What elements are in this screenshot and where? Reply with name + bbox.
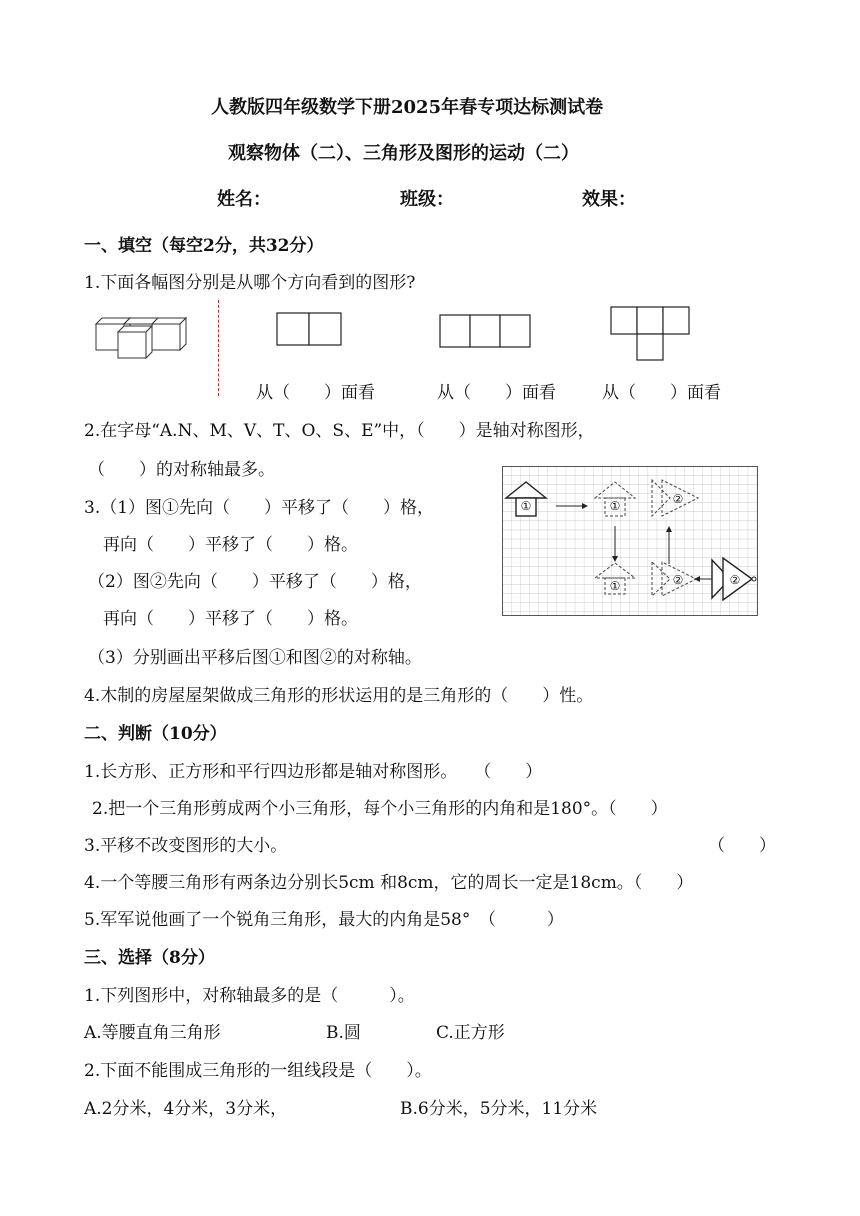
choice-q1-option-b: B.圆	[326, 1023, 361, 1043]
section-heading-judge: 二、判断（10分）	[84, 724, 227, 744]
shape-1-final-label: ①	[609, 579, 621, 593]
class-label: 班级：	[400, 189, 454, 210]
translation-grid-figure	[502, 466, 758, 616]
shape-2-mid-label: ②	[672, 573, 684, 587]
question-4-text: 4.木制的房屋屋架做成三角形的形状运用的是三角形的（ ）性。	[84, 686, 594, 706]
judge-item-2: 2.把一个三角形剪成两个小三角形，每个小三角形的内角和是180°。（ ）	[92, 799, 668, 819]
view-t-shape	[610, 306, 690, 362]
choice-q1-option-c: C.正方形	[436, 1023, 505, 1043]
choice-q1-option-a: A.等腰直角三角形	[84, 1023, 221, 1043]
question-3-line-5: （3）分别画出平移后图①和图②的对称轴。	[88, 648, 422, 668]
judge-item-3-paren: （ ）	[708, 836, 776, 856]
q1-answer-3: 从（ ）面看	[602, 383, 721, 403]
judge-item-1: 1.长方形、正方形和平行四边形都是轴对称图形。 （ ）	[84, 762, 543, 782]
question-2-line-1: 2.在字母“A.N、M、V、T、O、S、E”中，（ ）是轴对称图形，	[84, 421, 595, 441]
shape-1-label: ①	[520, 499, 532, 513]
question-3-line-4: 再向（ ）平移了（ ）格。	[103, 609, 358, 629]
divider-line	[218, 300, 219, 396]
page-title: 人教版四年级数学下册2025年春专项达标测试卷	[211, 97, 604, 118]
question-1-text: 1.下面各幅图分别是从哪个方向看到的图形?	[84, 273, 416, 293]
question-2-line-2: （ ）的对称轴最多。	[88, 460, 275, 480]
name-label: 姓名：	[217, 189, 271, 210]
shape-2-top-label: ②	[672, 492, 684, 506]
question-3-line-3: （2）图②先向（ ）平移了（ ）格，	[88, 572, 422, 592]
view-three-squares	[439, 314, 533, 350]
judge-item-3: 3.平移不改变图形的大小。	[84, 836, 288, 856]
question-3-line-2: 再向（ ）平移了（ ）格。	[103, 535, 358, 555]
page-subtitle: 观察物体（二）、三角形及图形的运动（二）	[228, 143, 579, 164]
shape-1-moved-label: ①	[609, 499, 621, 513]
section-heading-fill-in: 一、填空（每空2分，共32分）	[84, 236, 324, 256]
choice-question-1: 1.下列图形中，对称轴最多的是（ ）。	[84, 986, 415, 1006]
judge-item-5: 5.军军说他画了一个锐角三角形，最大的内角是58° （ ）	[84, 910, 564, 930]
result-label: 效果：	[582, 189, 636, 210]
choice-q2-option-a: A.2分米，4分米，3分米，	[84, 1099, 288, 1119]
choice-q2-option-b: B.6分米，5分米，11分米	[400, 1099, 598, 1119]
section-heading-choice: 三、选择（8分）	[84, 948, 215, 968]
shape-2-label: ②	[729, 573, 741, 587]
question-3-line-1: 3.（1）图①先向（ ）平移了（ ）格，	[84, 498, 435, 518]
view-two-squares	[276, 312, 342, 348]
judge-item-4: 4.一个等腰三角形有两条边分别长5cm 和8cm，它的周长一定是18cm。（ ）	[84, 873, 694, 893]
q1-answer-1: 从（ ）面看	[256, 383, 375, 403]
q1-answer-2: 从（ ）面看	[437, 383, 556, 403]
cube-stack-figure	[94, 314, 194, 364]
choice-question-2: 2.下面不能围成三角形的一组线段是（ ）。	[84, 1061, 432, 1081]
